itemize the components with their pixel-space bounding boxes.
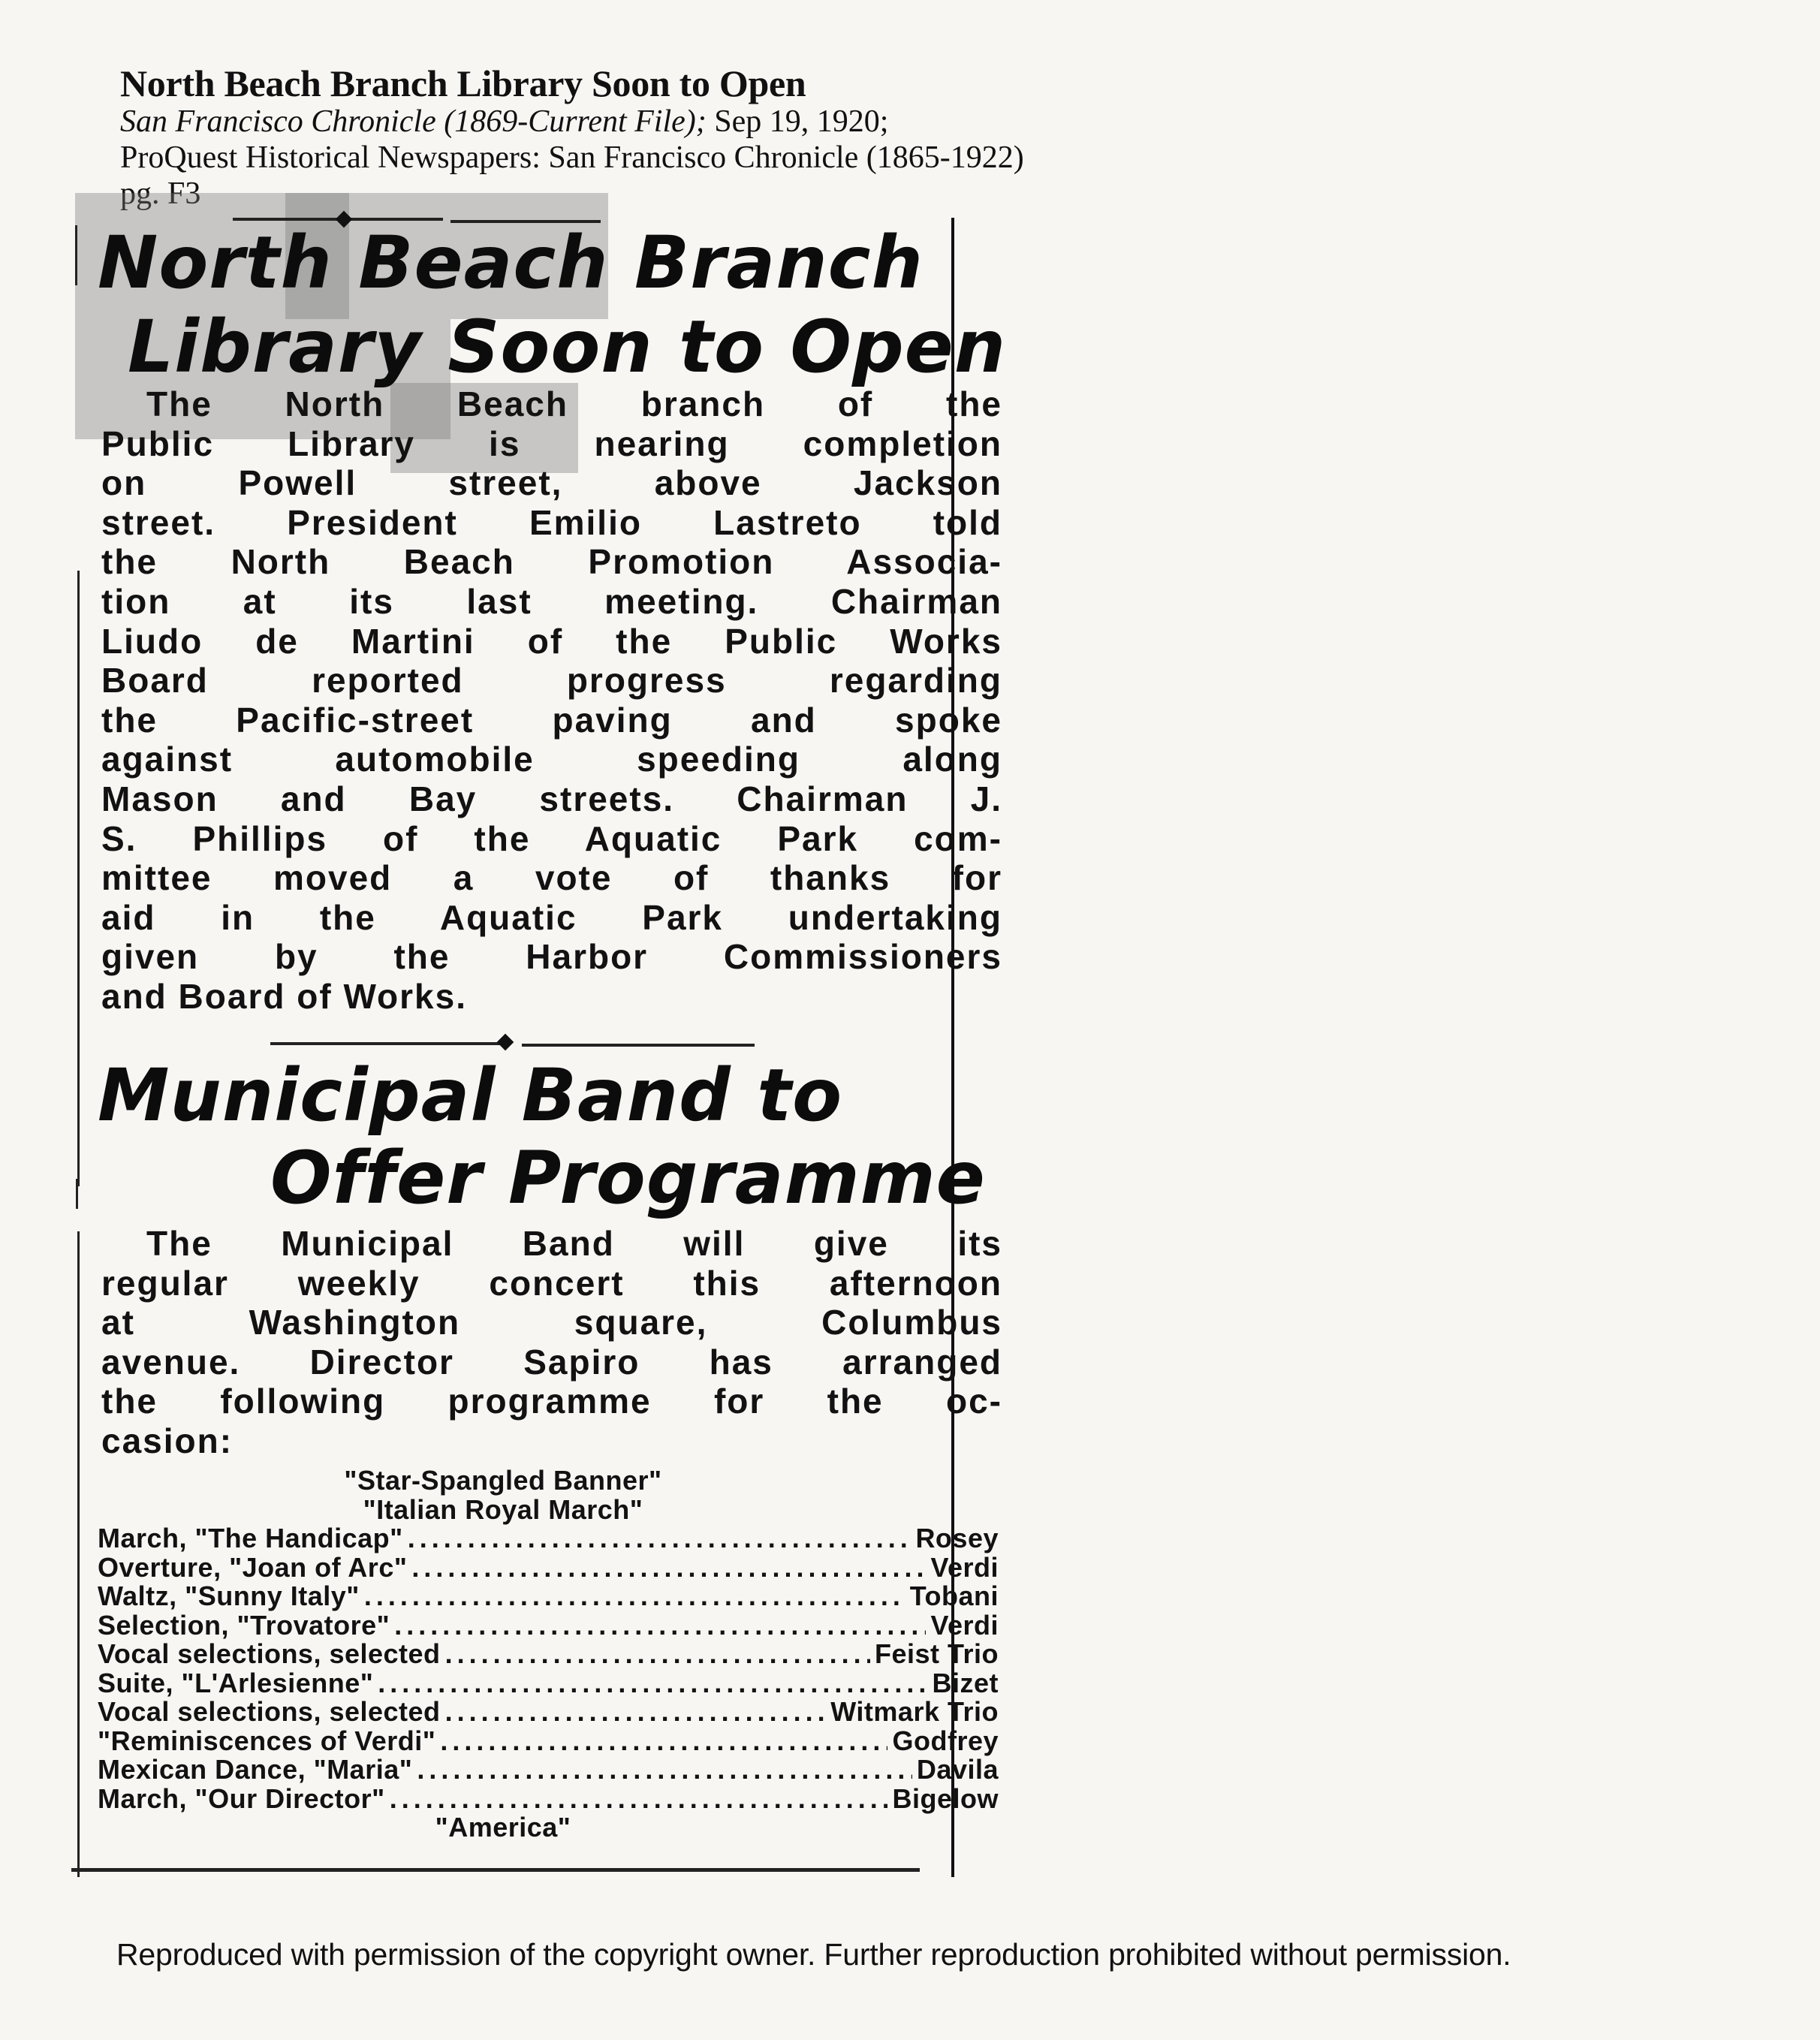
programme-piece: Waltz, "Sunny Italy" [98,1580,360,1611]
programme-list [98,1466,999,1843]
programme-item [98,1640,999,1669]
body-line: Board reported progress regarding [101,661,1002,701]
citation-title: North Beach Branch Library Soon to Open [120,62,806,104]
citation-database: ProQuest Historical Newspapers: San Francisco Chronicle (1865-1922) [120,140,1024,175]
body-line: the Pacific-street paving and spoke [101,700,1002,740]
citation-source: San Francisco Chronicle (1869-Current File); [120,104,707,139]
programme-piece: March, "The Handicap" [98,1523,403,1553]
divider-ornament-icon [497,1034,514,1051]
newspaper-clipping [71,218,1007,1885]
article-2-body [101,1224,1002,1461]
article-1-body [101,384,1002,1017]
programme-composer: Godfrey [892,1725,999,1756]
programme-composer: Bizet [932,1667,999,1698]
dot-leader [394,1611,926,1641]
programme-composer: Verdi [930,1551,999,1583]
middle-divider [522,1044,755,1047]
headline-2-line-1: Municipal Band to [98,1053,843,1138]
body-line: the North Beach Promotion Associa- [101,542,1002,582]
body-line: avenue. Director Sapiro has arranged [101,1342,1002,1382]
programme-composer: Davila [916,1754,999,1785]
programme-composer: Rosey [915,1523,999,1553]
dot-leader [440,1727,887,1756]
column-rule-left [77,571,80,1186]
body-line: tion at its last meeting. Chairman [101,581,1002,621]
programme-piece: Mexican Dance, "Maria" [98,1754,413,1785]
body-line: Public Library is nearing completion [101,423,1002,463]
copyright-notice: Reproduced with permission of the copyright owner. Further reproduction prohibited without permission. [116,1937,1511,1972]
programme-item [98,1755,999,1785]
programme-piece: Vocal selections, selected [98,1638,441,1669]
citation-header [120,63,1024,212]
programme-piece: March, "Our Director" [98,1782,385,1814]
bottom-rule [71,1868,920,1872]
programme-composer: Feist Trio [874,1638,999,1669]
programme-item [98,1727,999,1756]
programme-composer: Verdi [930,1609,999,1641]
body-line: on Powell street, above Jackson [101,463,1002,503]
dot-leader [364,1582,905,1611]
body-line: Mason and Bay streets. Chairman J. [101,779,1002,818]
dot-leader [378,1669,927,1698]
body-line: aid in the Aquatic Park undertaking [101,897,1002,937]
dot-leader [390,1785,888,1814]
body-line: mittee moved a vote of thanks for [101,858,1002,898]
column-rule-left [75,225,77,285]
dot-leader [408,1524,912,1553]
programme-piece: "Reminiscences of Verdi" [98,1725,436,1756]
body-line: against automobile speeding along [101,740,1002,779]
programme-piece: Suite, "L'Arlesienne" [98,1667,374,1698]
programme-item [98,1698,999,1727]
body-line: S. Phillips of the Aquatic Park com- [101,818,1002,858]
programme-item [98,1553,999,1583]
headline-1-line-1: North Beach Branch [98,221,924,305]
dot-leader [411,1553,926,1583]
column-rule-left [77,1231,80,1877]
programme-item [98,1524,999,1553]
body-line: The Municipal Band will give its [146,1224,1002,1263]
programme-closing-item: "America" [435,1812,571,1843]
programme-item [98,1582,999,1611]
programme-piece: Vocal selections, selected [98,1696,441,1727]
programme-piece: Overture, "Joan of Arc" [98,1551,408,1583]
citation-source-line [120,104,1024,140]
column-rule-left [76,1179,78,1209]
programme-item [98,1669,999,1698]
body-line: and Board of Works. [101,976,467,1016]
programme-item [98,1782,999,1814]
body-line: regular weekly concert this afternoon [101,1263,1002,1303]
programme-piece: Selection, "Trovatore" [98,1609,390,1641]
programme-item [98,1611,999,1641]
programme-composer: Witmark Trio [830,1696,999,1727]
programme-opening-item: "Star-Spangled Banner" [344,1465,662,1496]
headline-1-line-2: Library Soon to Open [128,305,1007,389]
body-line: The North Beach branch of the [146,384,1002,423]
programme-composer: Bigelow [892,1782,999,1814]
body-line: the following programme for the oc- [101,1382,1002,1421]
body-line: casion: [101,1421,234,1460]
programme-opening-item: "Italian Royal March" [363,1493,643,1525]
headline-2-line-2: Offer Programme [270,1136,986,1220]
citation-page: pg. F3 [120,176,201,211]
dot-leader [417,1755,912,1785]
body-line: at Washington square, Columbus [101,1303,1002,1342]
dot-leader [445,1640,870,1669]
body-line: given by the Harbor Commissioners [101,937,1002,977]
citation-date: Sep 19, 1920; [706,104,889,139]
programme-composer: Tobani [909,1580,999,1611]
body-line: Liudo de Martini of the Public Works [101,621,1002,661]
dot-leader [445,1698,827,1727]
body-line: street. President Emilio Lastreto told [101,502,1002,542]
middle-divider [270,1042,511,1045]
